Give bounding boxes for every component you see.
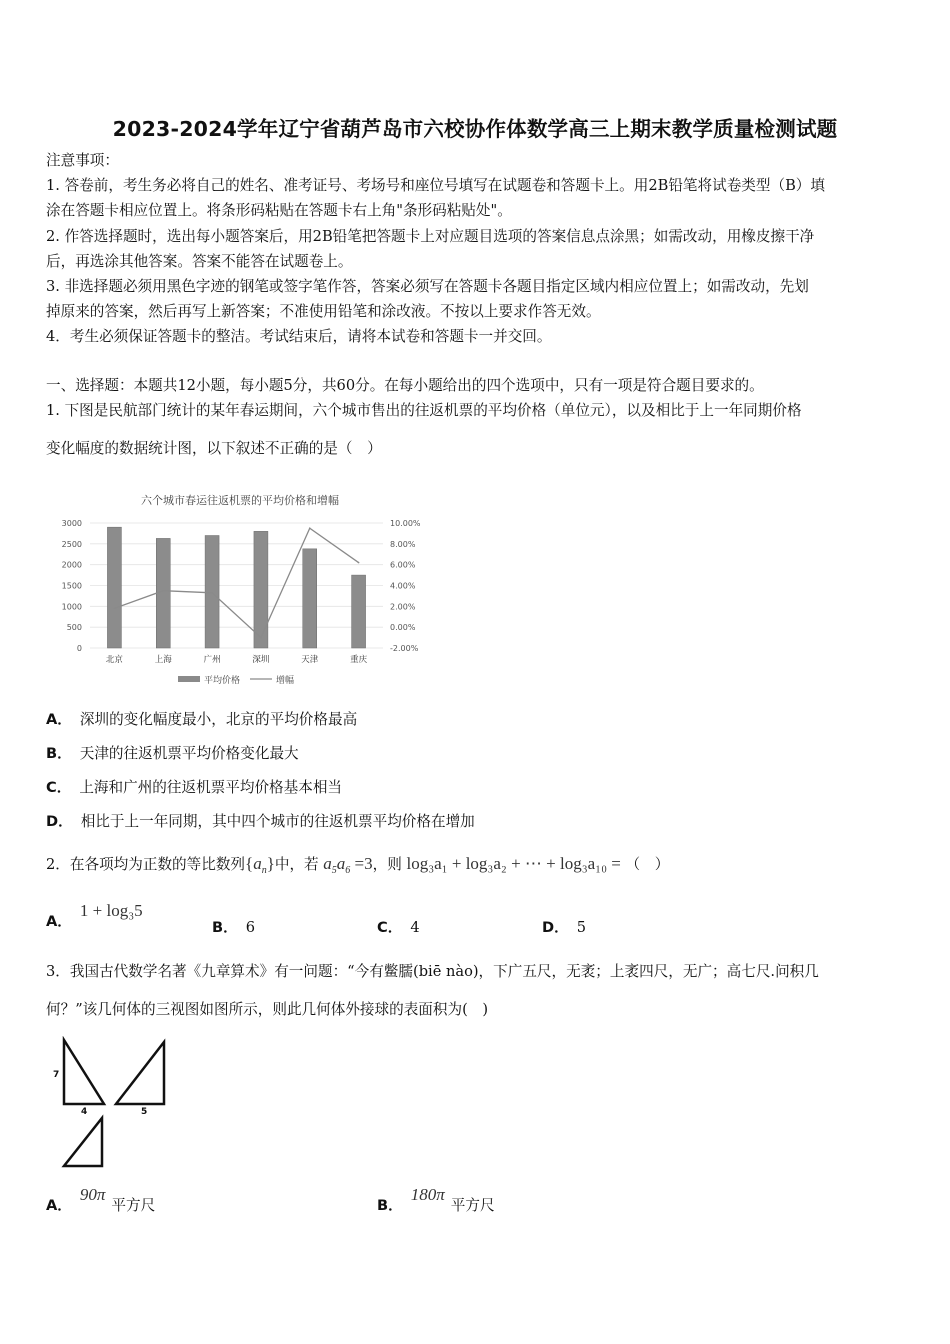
bar-广州 — [205, 536, 219, 649]
growth-point-广州 — [211, 592, 213, 594]
y-tick-left: 2000 — [61, 560, 82, 570]
x-tick: 北京 — [105, 655, 123, 665]
q2-stem: 2．在各项均为正数的等比数列$\{a_n\}$中，若 $a_5a_6 =3$，则 log₃a₁ + log₃a₂ + ⋯ + log₃a₁₀ = （ ） — [46, 854, 670, 876]
q3-option-b[interactable]: B．180π平方尺 — [377, 1185, 495, 1214]
chart-title: 六个城市春运往返机票的平均价格和增幅 — [141, 494, 339, 507]
notice-line: 涂在答题卡相应位置上。将条形码粘贴在答题卡右上角"条形码粘贴处"。 — [46, 202, 512, 219]
notice-line: 后，再选涂其他答案。答案不能答在试题卷上。 — [46, 253, 353, 270]
q3-stem: 3．我国古代数学名著《九章算术》有一问题：“今有鳖臑(biē nào)，下广五尺，无袤；上袤四尺，无广；高七尺.问积几 — [46, 963, 819, 980]
x-tick: 广州 — [203, 655, 221, 665]
notice-line: 2. 作答选择题时，选出每小题答案后，用2B铅笔把答题卡上对应题目选项的答案信息点涂黑；如需改动，用橡皮擦干净 — [46, 228, 815, 245]
bar-重庆 — [352, 575, 366, 648]
y-tick-right: -2.00% — [390, 644, 419, 653]
q3-stem: 何？”该几何体的三视图如图所示，则此几何体外接球的表面积为( ) — [46, 1001, 489, 1018]
y-tick-left: 1500 — [61, 581, 82, 591]
dim-depth: 4 — [81, 1107, 88, 1117]
notice-line: 3. 非选择题必须用黑色字迹的钢笔或签字笔作答，答案必须写在答题卡各题目指定区域内相应位置上；如需改动，先划 — [46, 278, 809, 295]
bar-深圳 — [254, 531, 268, 648]
notice-heading: 注意事项： — [46, 152, 119, 169]
x-tick: 上海 — [154, 655, 172, 665]
page-title: 2023-2024学年辽宁省葫芦岛市六校协作体数学高三上期末教学质量检测试题 — [112, 117, 838, 141]
dim-width: 5 — [141, 1107, 148, 1117]
growth-line — [114, 528, 358, 637]
legend-label: 平均价格 — [204, 676, 241, 686]
legend-bar-swatch — [178, 676, 200, 682]
growth-point-天津 — [309, 527, 311, 529]
q2-option-d[interactable]: D． 5 — [542, 919, 587, 936]
y-tick-left: 3000 — [61, 519, 82, 528]
x-tick: 重庆 — [350, 655, 368, 665]
x-tick: 天津 — [301, 655, 319, 665]
q1-option-b[interactable]: B． 天津的往返机票平均价格变化最大 — [46, 745, 299, 762]
bar-天津 — [303, 549, 317, 648]
bar-上海 — [156, 538, 170, 648]
q3-option-a[interactable]: A．90π平方尺 — [46, 1185, 156, 1214]
growth-point-北京 — [114, 608, 116, 610]
y-tick-left: 1000 — [61, 602, 82, 612]
section-heading: 一、选择题：本题共12小题，每小题5分，共60分。在每小题给出的四个选项中，只有一项是符合题目要求的。 — [46, 377, 764, 394]
growth-point-深圳 — [260, 637, 262, 639]
price-growth-chart — [50, 488, 440, 692]
y-tick-right: 8.00% — [390, 539, 416, 549]
dim-height: 7 — [53, 1070, 60, 1080]
x-tick: 深圳 — [252, 655, 270, 665]
growth-point-重庆 — [358, 562, 360, 564]
chart-legend — [178, 674, 294, 686]
q1-option-c[interactable]: C． 上海和广州的往返机票平均价格基本相当 — [46, 779, 343, 796]
notice-line: 掉原来的答案，然后再写上新答案；不准使用铅笔和涂改液。不按以上要求作答无效。 — [46, 303, 601, 320]
notice-line: 4．考生必须保证答题卡的整洁。考试结束后，请将本试卷和答题卡一并交回。 — [46, 328, 552, 345]
y-tick-right: 2.00% — [390, 602, 416, 612]
three-view-diagram — [48, 1036, 174, 1172]
y-tick-left: 500 — [66, 623, 82, 633]
q2-option-b[interactable]: B． 6 — [212, 919, 256, 936]
q2-option-c[interactable]: C． 4 — [377, 919, 420, 936]
y-tick-left: 2500 — [61, 539, 82, 549]
q1-option-a[interactable]: A． 深圳的变化幅度最小，北京的平均价格最高 — [46, 711, 358, 728]
y-tick-right: 0.00% — [390, 623, 416, 633]
bar-北京 — [107, 527, 121, 648]
front-view — [64, 1040, 104, 1104]
q1-stem: 变化幅度的数据统计图，以下叙述不正确的是（ ） — [46, 440, 382, 457]
q1-stem: 1. 下图是民航部门统计的某年春运期间，六个城市售出的往返机票的平均价格（单位元），以及相比于上一年同期价格 — [46, 402, 802, 419]
q2-option-a[interactable]: A．1 + log₃5 — [46, 901, 143, 930]
top-view — [64, 1118, 102, 1166]
q1-option-d[interactable]: D． 相比于上一年同期，其中四个城市的往返机票平均价格在增加 — [46, 813, 475, 830]
side-view — [116, 1042, 164, 1104]
y-tick-right: 4.00% — [390, 581, 416, 591]
notice-line: 1. 答卷前，考生务必将自己的姓名、准考证号、考场号和座位号填写在试题卷和答题卡上。用2B铅笔将试卷类型（B）填 — [46, 177, 825, 194]
y-tick-right: 10.00% — [390, 519, 421, 528]
y-tick-right: 6.00% — [390, 560, 416, 570]
growth-point-上海 — [162, 590, 164, 592]
legend-label: 增幅 — [276, 676, 295, 686]
y-tick-left: 0 — [76, 644, 82, 653]
